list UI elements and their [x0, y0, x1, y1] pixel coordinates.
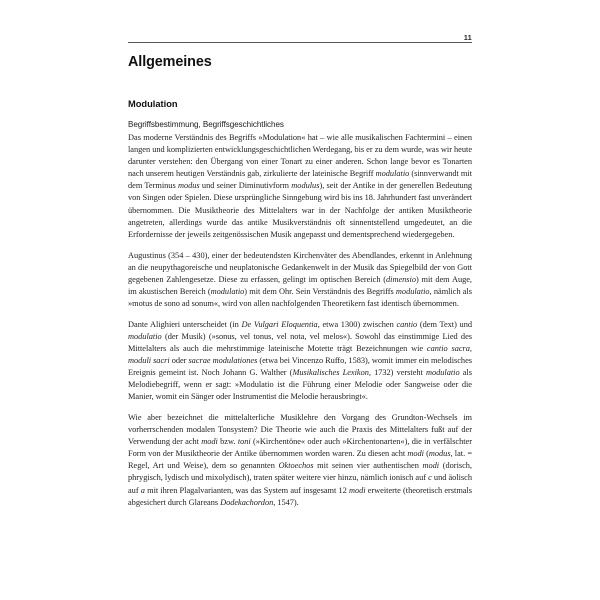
spacer-paragraph-3: [128, 403, 472, 412]
paragraph-modulation-intro: Das moderne Verständnis des Begriffs »Modulation« hat – wie alle musikalischen Fachtermini – einen langen und komplizierten entwicklungsgeschichtlichen Werdegang, bis er zu dem wurde, was wir heute darunter verstehen: den Übergang von einer Tonart zu einer anderen. Schon lange bevor es Tonarten nach unserem heutigen Verständnis gab, zirkulierte der lateinische Begriff modulatio (sinnverwandt mit dem Terminus modus und seiner Diminutivform modulus), seit der Antike in der generellen Bedeutung von Singen oder Spielen. Diese ursprüngliche Sinngebung wird bis ins 18. Jahrhundert fast unverändert übernommen. Die Musiktheorie des Mittelalters war in der Nachfolge der antiken Musiktheorie angetreten, allerdings wurde das antike Musikverständnis oft sinnentstellend umgedeutet, an die Erfordernisse der jeweils zeitgenössischen Musik angepasst und dementsprechend wiedergegeben.: [128, 133, 472, 239]
page-number: 11: [463, 32, 472, 42]
paragraph-augustinus: Augustinus (354 – 430), einer der bedeutendsten Kirchenväter des Abendlandes, erkennt in Anlehnung an die neupythagoreische und neuplatonische Gedankenwelt in der Musik das Spiegelbild der von Gott gegebenen Zahlengesetze. Diese zu erfassen, gelingt im optischen Bereich (dimensio) mit dem Auge, im akustischen Bereich (modulatio) mit dem Ohr. Sein Verständnis des Begriffs modulatio, nämlich als »motus de sono ad sonum«, wird von allen nachfolgenden Theoretikern fast identisch übernommen.: [128, 250, 472, 308]
spacer-title: [128, 71, 472, 99]
section-title: Modulation: [128, 98, 178, 109]
page-content: [128, 55, 472, 509]
running-head: [128, 27, 472, 43]
spacer-section: [128, 110, 472, 120]
subsection-title: Begriffsbestimmung, Begriffsgeschichtliches: [128, 119, 284, 129]
spacer-paragraph-2: [128, 310, 472, 319]
paragraph-modi: Wie aber bezeichnet die mittelalterliche Musiklehre den Vorgang des Grundton-Wechsels im vorherrschenden modalen Tonsystem? Die Theorie wie auch die Praxis des Mittelalters fußt auf der Verwendung der acht modi bzw. toni (»Kirchentöne« oder auch »Kirchentonarten«), die in verfälschter Form von der Musiktheorie der Antike übernommen worden waren. Zu diesen acht modi (modus, lat. = Regel, Art und Weise), dem so genannten Oktoechos mit seinen vier authentischen modi (dorisch, phrygisch, lydisch und mixolydisch), traten später weitere vier hinzu, nämlich ionisch auf c und äolisch auf a mit ihren Plagalvarianten, was das System auf insgesamt 12 modi erweiterte (theoretisch erstmals abgesichert durch Glareans Dodekachordon, 1547).: [128, 413, 473, 507]
spacer-paragraph-1: [128, 241, 472, 250]
paragraph-dante: Dante Alighieri unterscheidet (in De Vulgari Eloquentia, etwa 1300) zwischen cantio (dem Text) und modulatio (der Musik) (»sonus, vel tonus, vel nota, vel melos«). Sowohl das einstimmige Lied des Mittelalters als auch die mehrstimmige lateinische Motette trägt Bezeichnungen wie cantio sacra, moduli sacri oder sacrae modulationes (etwa bei Vincenzo Ruffo, 1583), womit immer ein melodisches Ereignis gemeint ist. Noch Johann G. Walther (Musikalisches Lexikon, 1732) versteht modulatio als Melodiebegriff, wenn er sagt: »Modulatio ist die Führung einer Melodie oder Sangweise oder die Manier, womit ein Sänger oder Instrumentist die Melodie herausbringt«.: [128, 319, 472, 402]
chapter-title: Allgemeines: [128, 54, 212, 70]
header-rule: [128, 42, 472, 43]
